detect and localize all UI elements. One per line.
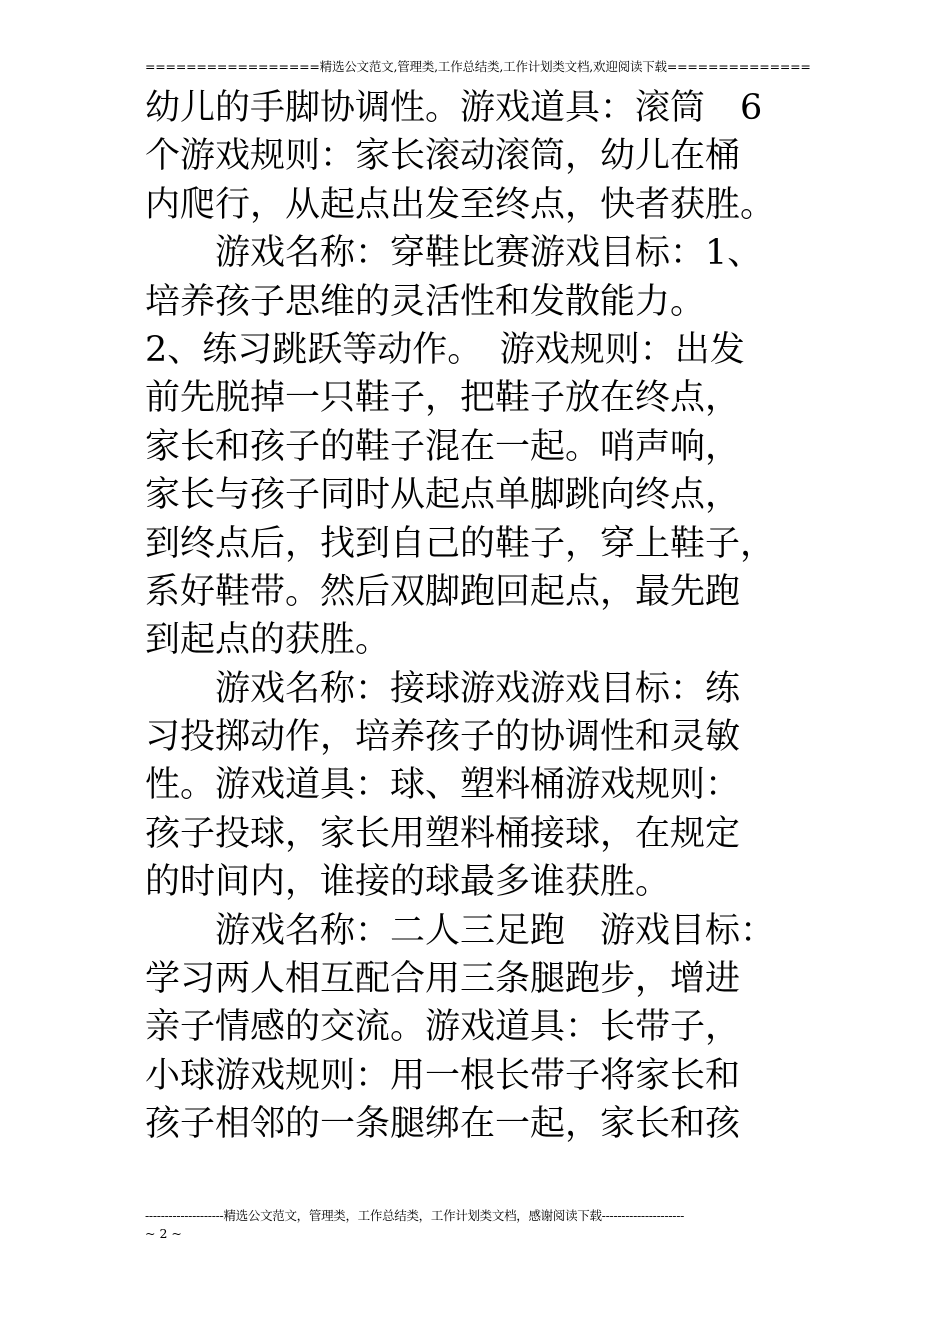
body-line: 孩子投球，家长用塑料桶接球，在规定: [145, 813, 741, 854]
body-line: 培养孩子思维的灵活性和发散能力。: [145, 281, 706, 322]
body-line: 系好鞋带。然后双脚跑回起点，最先跑: [145, 571, 741, 612]
body-line: 孩子相邻的一条腿绑在一起，家长和孩: [145, 1104, 741, 1145]
body-line: 学习两人相互配合用三条腿跑步，增进: [145, 959, 741, 1000]
body-line: 幼儿的手脚协调性。游戏道具：滚筒 6: [145, 88, 763, 128]
body-line: 家长和孩子的鞋子混在一起。哨声响，: [145, 426, 741, 467]
body-line: 2、练习跳跃等动作。 游戏规则：出发: [145, 329, 745, 370]
body-line: 游戏名称：接球游戏游戏目标：练: [145, 668, 741, 709]
body-line: 到起点的获胜。: [145, 620, 391, 661]
document-body: [145, 84, 810, 1149]
page-header: =================精选公文范文,管理类,工作总结类,工作计划类文档,欢迎阅读下载==============: [145, 59, 811, 74]
body-line: 习投掷动作，培养孩子的协调性和灵敏: [145, 717, 741, 758]
body-line: 性。游戏道具：球、塑料桶游戏规则：: [145, 765, 741, 806]
body-line: 前先脱掉一只鞋子，把鞋子放在终点，: [145, 378, 741, 419]
body-line: 亲子情感的交流。游戏道具：长带子，: [145, 1007, 741, 1048]
body-line: 家长与孩子同时从起点单脚跳向终点，: [145, 475, 741, 516]
body-line: 游戏名称：二人三足跑 游戏目标：: [145, 910, 776, 951]
body-line: 内爬行，从起点出发至终点，快者获胜。: [145, 184, 776, 225]
body-line: 个游戏规则：家长滚动滚筒，幼儿在桶: [145, 136, 741, 177]
body-line: 到终点后，找到自己的鞋子，穿上鞋子，: [145, 523, 776, 564]
body-line: 游戏名称：穿鞋比赛游戏目标：1、: [145, 233, 763, 274]
page-number: ~ 2 ~: [145, 1226, 182, 1241]
body-line: 小球游戏规则：用一根长带子将家长和: [145, 1055, 741, 1096]
page-footer: --------------------精选公文范文，管理类，工作总结类，工作计划类文档，感谢阅读下载---------------------: [145, 1208, 685, 1223]
body-line: 的时间内，谁接的球最多谁获胜。: [145, 862, 671, 903]
